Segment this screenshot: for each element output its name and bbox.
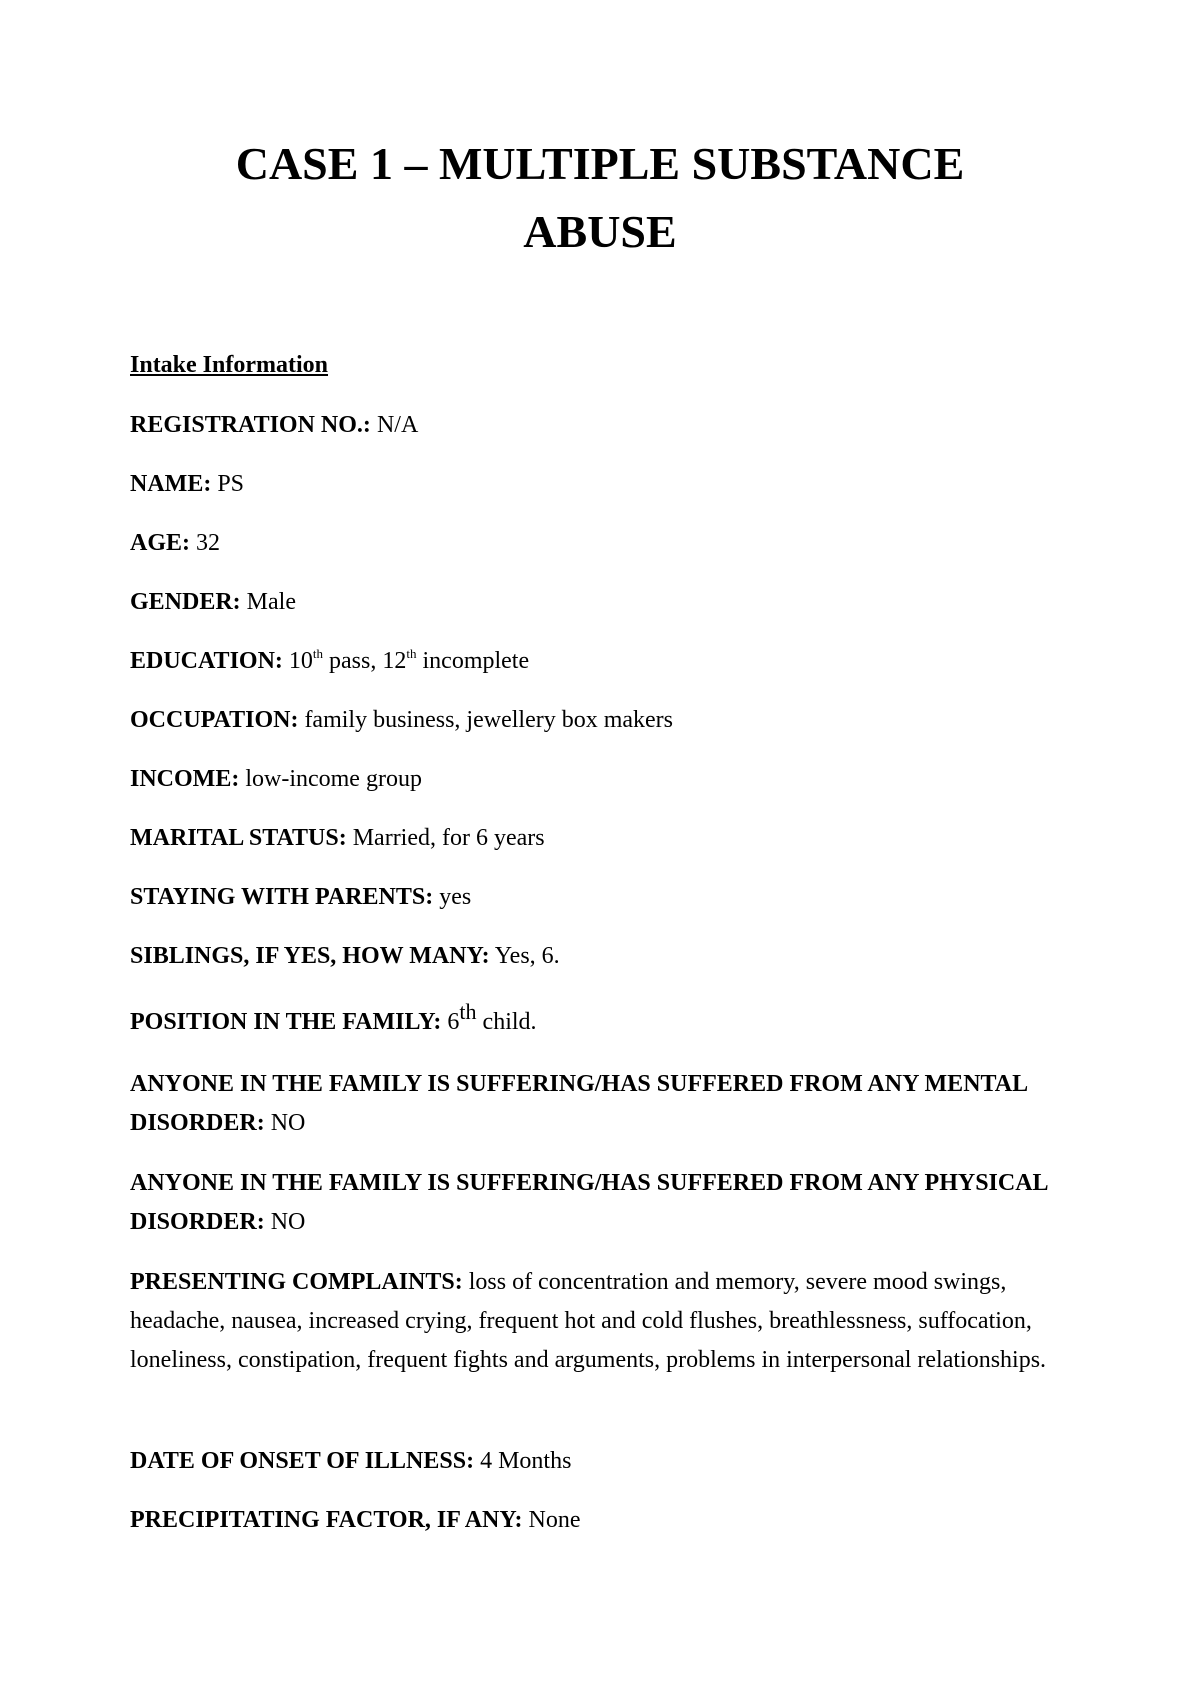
field-value: yes xyxy=(439,884,472,910)
field-label: REGISTRATION NO.: xyxy=(130,412,371,438)
field-value: N/A xyxy=(376,412,419,438)
document-title-line-2: ABUSE xyxy=(523,206,677,257)
field-siblings xyxy=(130,937,1090,976)
field-label: POSITION IN THE FAMILY: xyxy=(130,1009,442,1035)
field-label: NAME: xyxy=(130,471,212,497)
field-value: None xyxy=(528,1507,581,1533)
position-value xyxy=(447,999,537,1035)
document-title-line-1: CASE 1 – MULTIPLE SUBSTANCE xyxy=(235,138,965,189)
field-age xyxy=(130,524,1090,563)
ordinal-suffix: th xyxy=(459,999,477,1024)
field-date-of-onset xyxy=(130,1442,1090,1481)
field-label: DATE OF ONSET OF ILLNESS: xyxy=(130,1448,475,1474)
field-label: OCCUPATION: xyxy=(130,707,299,733)
education-value xyxy=(289,648,529,674)
field-precipitating-factor xyxy=(130,1501,1090,1540)
field-family-mental-disorder xyxy=(130,1065,1090,1143)
field-value: Married, for 6 years xyxy=(352,825,545,851)
field-label: MARITAL STATUS: xyxy=(130,825,347,851)
field-label: EDUCATION: xyxy=(130,648,283,674)
position-text: child. xyxy=(482,1009,537,1035)
ordinal-suffix: th xyxy=(312,646,324,661)
field-value: Male xyxy=(246,589,296,615)
field-label: ANYONE IN THE FAMILY IS SUFFERING/HAS SUFFERED FROM ANY PHYSICAL DISORDER: xyxy=(130,1170,1048,1235)
field-label: INCOME: xyxy=(130,766,240,792)
position-num: 6 xyxy=(447,1009,460,1035)
field-value: 4 Months xyxy=(480,1448,572,1474)
field-income xyxy=(130,760,1090,799)
education-num: 10 xyxy=(288,648,313,674)
field-education xyxy=(130,642,1090,681)
field-value: family business, jewellery box makers xyxy=(304,707,674,733)
field-value: loss of concentration and memory, severe mood swings, headache, nausea, increased crying, frequent hot and cold flushes, breathlessness, suffocation, loneliness, constipation, frequent fights and arguments, problems in interpersonal relationships. xyxy=(130,1269,1047,1373)
field-name xyxy=(130,465,1090,504)
field-label: AGE: xyxy=(130,530,190,556)
field-gender xyxy=(130,583,1090,622)
field-value: NO xyxy=(270,1110,306,1136)
field-label: SIBLINGS, IF YES, HOW MANY: xyxy=(130,943,490,969)
field-presenting-complaints xyxy=(130,1263,1090,1380)
field-position-in-family xyxy=(130,999,1090,1042)
education-text: incomplete xyxy=(422,648,530,674)
field-family-physical-disorder xyxy=(130,1164,1090,1242)
field-value: PS xyxy=(217,471,245,497)
field-label: ANYONE IN THE FAMILY IS SUFFERING/HAS SUFFERED FROM ANY MENTAL DISORDER: xyxy=(130,1071,1027,1136)
field-label: STAYING WITH PARENTS: xyxy=(130,884,434,910)
field-value: Yes, 6. xyxy=(494,943,560,969)
field-staying-with-parents xyxy=(130,878,1090,917)
field-label: GENDER: xyxy=(130,589,241,615)
ordinal-suffix: th xyxy=(406,646,417,661)
field-value: NO xyxy=(270,1209,306,1235)
field-marital-status xyxy=(130,819,1090,858)
education-text: pass, 12 xyxy=(329,648,407,674)
field-registration-no xyxy=(130,406,1090,445)
field-value: 32 xyxy=(196,530,220,556)
field-occupation xyxy=(130,701,1090,740)
field-label: PRESENTING COMPLAINTS: xyxy=(130,1269,463,1295)
field-label: PRECIPITATING FACTOR, IF ANY: xyxy=(130,1507,523,1533)
section-heading-intake: Intake Information xyxy=(130,352,329,378)
field-value: low-income group xyxy=(245,766,422,792)
